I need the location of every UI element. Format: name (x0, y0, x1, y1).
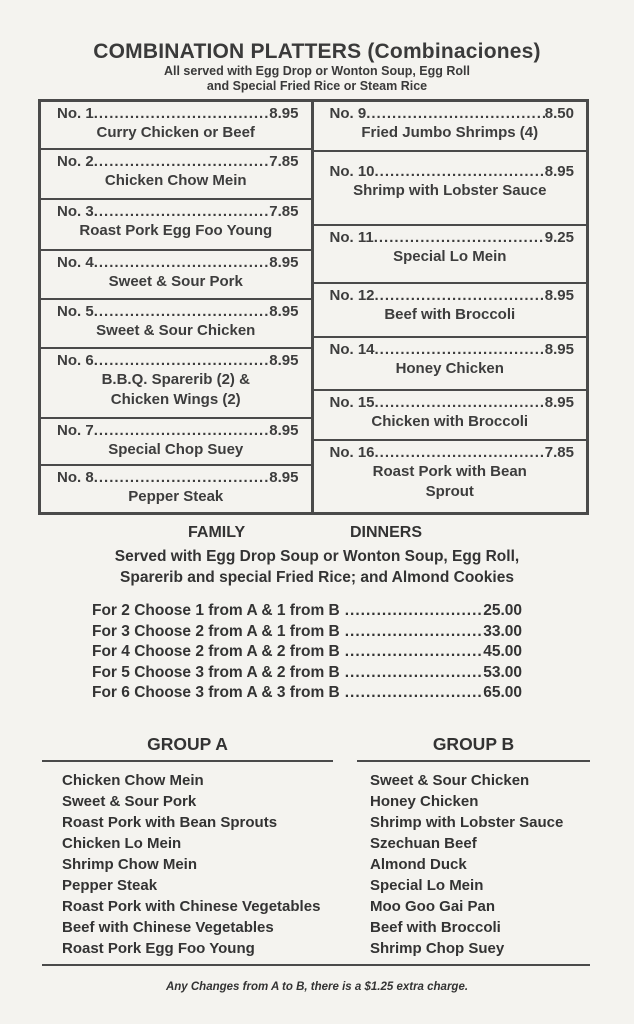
platter-number-row (41, 202, 311, 221)
platter-number: No. 8 (57, 469, 94, 486)
platter-number-row (41, 302, 311, 321)
group-item: Pepper Steak (62, 877, 158, 894)
family-option-price: 33.00 (483, 622, 522, 640)
platter-price: 8.95 (269, 254, 299, 271)
dot-leader (340, 642, 483, 663)
platter-number: No. 6 (57, 352, 94, 369)
group-item: Shrimp with Lobster Sauce (370, 814, 564, 831)
subtitle-line-1: All served with Egg Drop or Wonton Soup, Egg Roll (163, 64, 470, 78)
platter-price: 8.95 (544, 394, 574, 411)
group-item: Sweet & Sour Pork (62, 793, 197, 810)
family-option (92, 642, 532, 663)
group-item: Shrimp Chow Mein (62, 856, 197, 873)
platter-price: 8.95 (269, 422, 299, 439)
platter-number-row (41, 468, 311, 487)
page-title: COMBINATION PLATTERS (Combinaciones) (93, 40, 541, 63)
dot-leader (374, 228, 545, 247)
group-b-title: GROUP B (432, 734, 515, 754)
family-option-choice: For 2 Choose 1 from A & 1 from B (92, 602, 340, 619)
dot-leader (375, 162, 545, 181)
dot-leader (340, 663, 483, 684)
group-b-items (357, 762, 590, 959)
platter-price: 8.95 (269, 303, 299, 320)
platter-name: Chicken Chow Mein (104, 172, 247, 189)
dot-leader (375, 393, 545, 412)
group-item: Honey Chicken (370, 793, 479, 810)
platter-number-row (314, 162, 587, 181)
platter-name: B.B.Q. Sparerib (2) & (101, 371, 250, 388)
platter-price: 8.95 (269, 352, 299, 369)
family-option-choice: For 3 Choose 2 from A & 1 from B (92, 622, 340, 640)
platter-item (41, 419, 311, 466)
dot-leader (94, 104, 270, 123)
platter-price: 8.95 (544, 341, 574, 358)
platter-item (41, 251, 311, 300)
platter-name: Pepper Steak (128, 488, 224, 505)
platter-item (41, 300, 311, 349)
family-description (0, 546, 634, 588)
platter-number: No. 11 (329, 229, 374, 246)
platter-number-row (41, 421, 311, 440)
platter-name: Sweet & Sour Pork (108, 273, 243, 290)
platter-name: Special Chop Suey (108, 441, 244, 458)
dot-leader (366, 104, 545, 123)
group-item: Moo Goo Gai Pan (370, 898, 496, 915)
platter-number-row (314, 340, 587, 359)
platter-item (41, 102, 311, 150)
platter-price: 8.95 (269, 105, 299, 122)
platter-number: No. 3 (57, 203, 94, 220)
platter-item (41, 200, 311, 251)
platter-name: Beef with Broccoli (384, 306, 516, 323)
platter-number-row (314, 443, 587, 462)
family-option-price: 65.00 (483, 684, 522, 701)
platter-price: 8.50 (544, 105, 574, 122)
dot-leader (375, 340, 545, 359)
platter-number: No. 9 (329, 105, 367, 122)
platter-number: No. 7 (57, 422, 94, 439)
platter-number-row (314, 228, 587, 247)
family-desc-line-2: Sparerib and special Fried Rice; and Almond Cookies (120, 569, 514, 586)
platter-name: Chicken with Broccoli (371, 413, 529, 430)
platter-price: 7.85 (544, 444, 574, 461)
dot-leader (340, 622, 483, 643)
group-item: Szechuan Beef (370, 835, 477, 852)
platter-name: Chicken Wings (2) (110, 391, 241, 408)
platter-price: 7.85 (269, 203, 299, 220)
family-option (92, 663, 532, 684)
family-heading-word-2: DINNERS (350, 524, 423, 541)
platter-price: 8.95 (269, 469, 299, 486)
dot-leader (340, 683, 483, 704)
group-item: Special Lo Mein (370, 877, 484, 894)
platter-number: No. 12 (329, 287, 375, 304)
dot-leader (94, 468, 270, 487)
family-option-choice: For 4 Choose 2 from A & 2 from B (92, 643, 340, 660)
platter-number: No. 5 (57, 303, 94, 320)
platter-name: Special Lo Mein (393, 248, 507, 265)
platter-item (314, 338, 587, 391)
platter-number: No. 1 (57, 105, 94, 122)
platter-number: No. 10 (329, 163, 375, 180)
group-item: Roast Pork with Chinese Vegetables (62, 898, 321, 915)
platter-item (314, 152, 587, 226)
platter-name: Roast Pork with Bean (372, 463, 527, 480)
dot-leader (94, 253, 270, 272)
platter-item (41, 349, 311, 419)
platter-price: 8.95 (544, 287, 574, 304)
group-a-title: GROUP A (147, 734, 228, 754)
dot-leader (94, 302, 270, 321)
family-option (92, 622, 532, 643)
platter-item (314, 102, 587, 152)
platters-right-column (314, 102, 587, 512)
family-option-choice: For 5 Choose 3 from A & 2 from B (92, 663, 340, 681)
platter-number-row (314, 286, 587, 305)
platter-number: No. 16 (329, 444, 375, 461)
platter-name: Curry Chicken or Beef (96, 124, 255, 141)
group-a (42, 734, 333, 959)
platter-number-row (314, 393, 587, 412)
platter-number-row (314, 104, 587, 123)
group-b (357, 734, 590, 959)
platter-number: No. 2 (57, 153, 94, 170)
platter-number: No. 14 (329, 341, 375, 358)
header (0, 40, 634, 94)
group-a-items (42, 762, 333, 959)
subtitle-line-2: and Special Fried Rice or Steam Rice (206, 79, 428, 93)
group-item: Roast Pork Egg Foo Young (62, 940, 255, 957)
family-option (92, 601, 532, 622)
platter-item (41, 150, 311, 200)
dot-leader (94, 421, 270, 440)
platter-name: Fried Jumbo Shrimps (4) (361, 124, 539, 141)
family-heading-word-1: FAMILY (188, 524, 246, 541)
platter-item (314, 226, 587, 284)
dot-leader (375, 286, 545, 305)
dot-leader (375, 443, 545, 462)
group-item: Chicken Chow Mein (62, 772, 204, 789)
group-item: Almond Duck (370, 856, 467, 873)
platter-number: No. 4 (57, 254, 94, 271)
platter-item (314, 391, 587, 441)
family-options-list (92, 601, 532, 704)
platter-name: Sweet & Sour Chicken (96, 322, 256, 339)
group-item: Sweet & Sour Chicken (370, 772, 530, 789)
platter-name: Shrimp with Lobster Sauce (353, 182, 547, 199)
platter-number-row (41, 351, 311, 370)
platter-item (41, 466, 311, 514)
platters-left-column (41, 102, 314, 512)
family-option-price: 45.00 (483, 643, 522, 660)
group-item: Beef with Broccoli (370, 919, 501, 936)
family-option (92, 683, 532, 704)
platter-name: Roast Pork Egg Foo Young (79, 222, 273, 239)
dot-leader (94, 351, 270, 370)
platter-number: No. 15 (329, 394, 375, 411)
family-option-choice: For 6 Choose 3 from A & 3 from B (92, 684, 340, 701)
group-item: Shrimp Chop Suey (370, 940, 505, 957)
extra-charge-note: Any Changes from A to B, there is a $1.25 extra charge. (165, 981, 469, 993)
platter-price: 8.95 (544, 163, 574, 180)
platter-item (314, 441, 587, 514)
group-item: Roast Pork with Bean Sprouts (62, 814, 278, 831)
platter-name: Sprout (425, 483, 474, 500)
platter-price: 7.85 (269, 153, 299, 170)
platter-number-row (41, 152, 311, 171)
combination-platters-table (38, 99, 589, 515)
group-item: Beef with Chinese Vegetables (62, 919, 274, 936)
family-desc-line-1: Served with Egg Drop Soup or Wonton Soup, Egg Roll, (114, 548, 520, 565)
family-option-price: 25.00 (483, 602, 522, 619)
platter-item (314, 284, 587, 338)
platter-number-row (41, 104, 311, 123)
dot-leader (94, 202, 270, 221)
dot-leader (94, 152, 270, 171)
platter-name: Honey Chicken (395, 360, 504, 377)
platter-number-row (41, 253, 311, 272)
family-option-price: 53.00 (483, 663, 522, 681)
group-item: Chicken Lo Mein (62, 835, 182, 852)
dot-leader (340, 601, 483, 622)
platter-price: 9.25 (544, 229, 574, 246)
bottom-divider (42, 964, 590, 966)
